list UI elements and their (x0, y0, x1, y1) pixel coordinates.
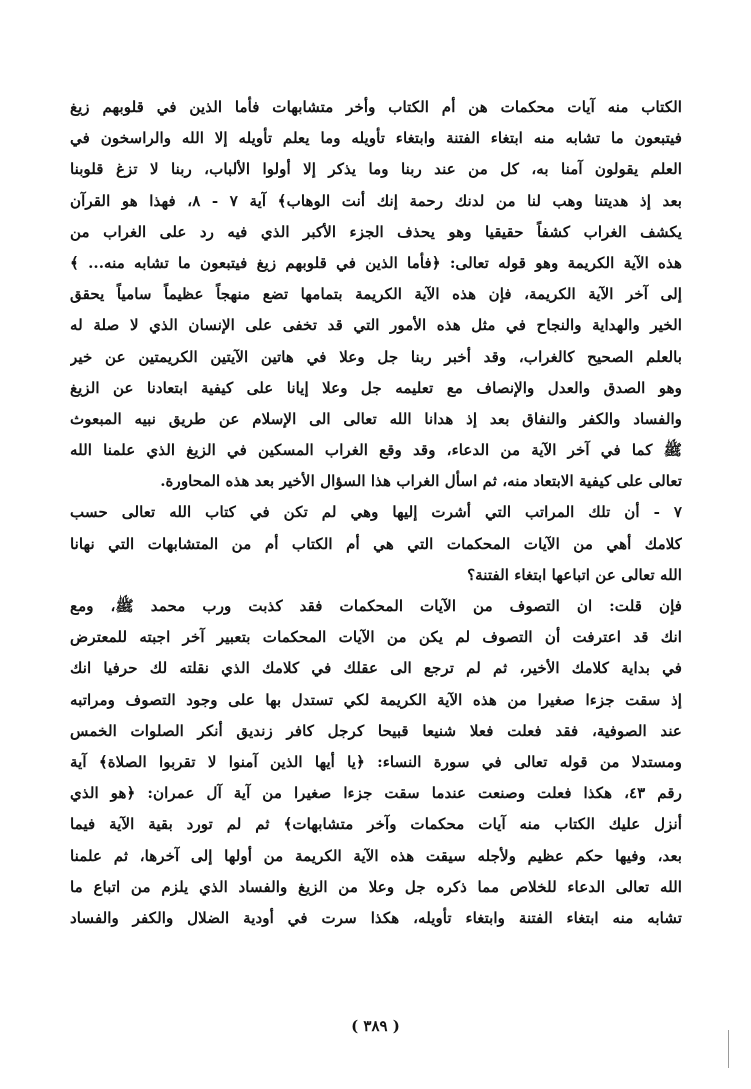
text-line: بعد، وفيها حكم عظيم ولأجله سيقت هذه الآية الكريمة من أولها إلى آخرها، ثم علمنا (70, 846, 682, 865)
text-line: يكشف الغراب كشفاً حقيقيا وهو يحذف الجزء الأكبر الذي فيه رد على الغراب من (70, 222, 682, 241)
text-line: العلم يقولون آمنا به، كل من عند ربنا وما يذكر إلا أولوا الألباب، ربنا لا تزغ قلوبنا (70, 160, 682, 179)
text-line: انك قد اعترفت أن التصوف لم يكن من الآيات المحكمات بتعبير آخر اجبته للمعترض (70, 628, 682, 647)
text-line: تعالى على كيفية الابتعاد منه، ثم اسأل الغراب هذا السؤال الأخير بعد هذه المحاورة. (160, 472, 682, 491)
text-line: إلى آخر الآية الكريمة، فإن هذه الآية الكريمة بتمامها تضع منهجاً عظيماً سامياً يحقق (70, 285, 682, 304)
text-line: رقم ٤٣، هكذا فعلت وصنعت عندما سقت جزءا صغيرا من آية آل عمران: ﴿هو الذي (70, 784, 682, 803)
text-line: ﷺ كما في آخر الآية من الدعاء، وقد وقع الغراب المسكين في الزيغ الذي علمنا الله (70, 441, 682, 460)
page-body-text (70, 92, 682, 934)
text-line: الخير والهداية والنجاح في مثل هذه الأمور التي قد تخفى على الإنسان الذي لا صلة له (70, 316, 682, 335)
text-line: هذه الآية الكريمة وهو قوله تعالى: ﴿فأما الذين في قلوبهم زيغ فيتبعون ما تشابه منه... ﴾ (70, 253, 682, 272)
text-line: أنزل عليك الكتاب منه آيات محكمات وآخر متشابهات﴾ ثم لم تورد بقية الآية فيما (70, 815, 682, 834)
text-line: الكتاب منه آيات محكمات هن أم الكتاب وأخر متشابهات فأما الذين في قلوبهم زيغ (70, 98, 682, 116)
text-line: في بداية كلامك الأخير، ثم لم ترجع الى عقلك في كلامك الذي نقلته لك حرفيا انك (70, 659, 682, 678)
text-line: الله تعالى الدعاء للخلاص مما ذكره جل وعلا من الزيغ والفساد الذي يلزم من اتباع ما (70, 877, 682, 896)
text-line: كلامك أهي من الآيات المحكمات التي هي أم الكتاب أم من المتشابهات التي نهانا (70, 534, 682, 553)
text-line: ٧ - أن تلك المراتب التي أشرت إليها وهي لم تكن في كتاب الله تعالى حسب (70, 503, 682, 522)
text-line: والفساد والكفر والنفاق بعد إذ هدانا الله تعالى الى الإسلام عن طريق نبيه المبعوث (70, 409, 682, 428)
text-line: عند الصوفية، فقد فعلت فعلا شنيعا قبيحا كرجل كافر زنديق أنكر الصلوات الخمس (70, 721, 682, 740)
text-line: وهو الصدق والعدل والإنصاف مع تعليمه جل وعلا إيانا على كيفية ابتعادنا عن الزيغ (70, 378, 682, 397)
text-line: تشابه منه ابتغاء الفتنة وابتغاء تأويله، هكذا سرت في أودية الضلال والكفر والفساد (70, 908, 682, 927)
text-line: بعد إذ هديتنا وهب لنا من لدنك رحمة إنك أنت الوهاب﴾ آية ٧ - ٨، فهذا هو القرآن (70, 191, 682, 210)
page-edge-mark (724, 1030, 729, 1068)
text-line: فيتبعون ما تشابه منه ابتغاء الفتنة وابتغاء تأويله وما يعلم تأويله إلا الله والراسخون في (70, 129, 682, 148)
text-line: بالعلم الصحيح كالغراب، وقد أخبر ربنا جل وعلا في هاتين الآيتين الكريمتين عن خير (70, 347, 682, 366)
text-line: فإن قلت: ان التصوف من الآيات المحكمات فقد كذبت ورب محمد ﷺ، ومع (70, 597, 682, 615)
text-line: الله تعالى عن اتباعها ابتغاء الفتنة؟ (467, 565, 682, 584)
text-line: إذ سقت جزءا صغيرا من هذه الآية الكريمة لكي تستدل بها على وجود التصوف ومراتبه (70, 690, 682, 709)
text-line: ومستدلا من قوله تعالى في سورة النساء: ﴿يا أيها الذين آمنوا لا تقربوا الصلاة﴾ آية (70, 752, 682, 771)
page-number: ( ٣٨٩ ) (351, 1017, 400, 1035)
